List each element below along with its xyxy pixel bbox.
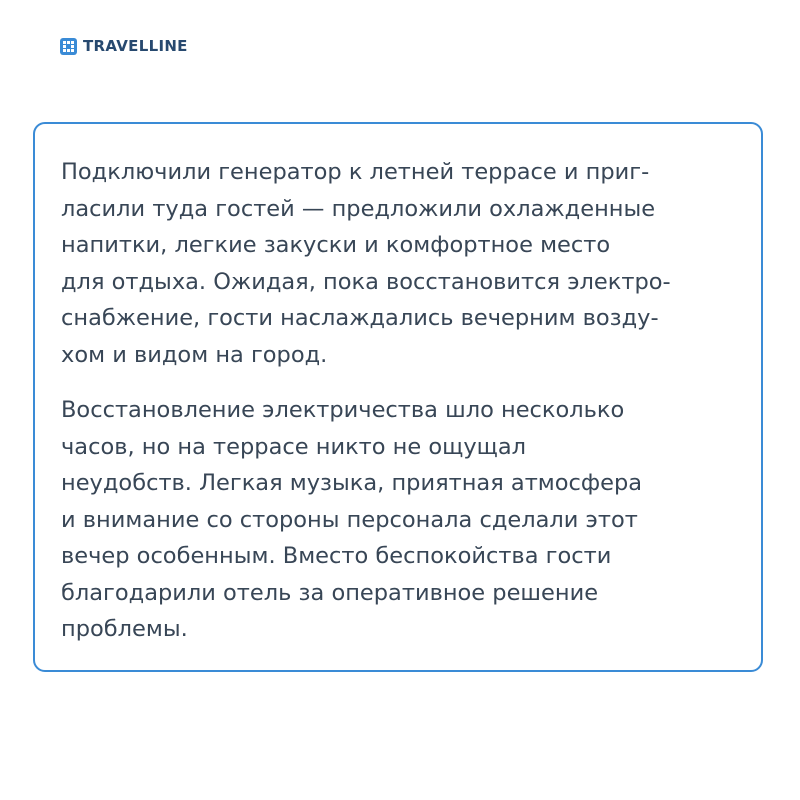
travelline-logo-icon (60, 38, 77, 55)
paragraph-line: часов, но на террасе никто не ощущал (61, 433, 527, 460)
paragraph-line: ласили туда гостей — предложили охлажденные (61, 195, 656, 222)
paragraph-line: и внимание со стороны персонала сделали этот (61, 506, 638, 533)
paragraph-line: напитки, легкие закуски и комфортное место (61, 232, 611, 258)
paragraph-line: проблемы. (61, 616, 188, 642)
paragraph-1 (61, 154, 671, 373)
paragraph-line: Подключили генератор к летней террасе и приг- (61, 159, 650, 185)
paragraph-line: Восстановление электричества шло несколько (61, 397, 625, 423)
paragraph-2 (61, 392, 642, 648)
paragraph-line: снабжение, гости наслаждались вечерним возду- (61, 305, 659, 331)
paragraph-line: вечер особенным. Вместо беспокойства гости (61, 543, 612, 569)
paragraph-line: неудобств. Легкая музыка, приятная атмосфера (61, 470, 643, 496)
story-card (33, 122, 763, 672)
paragraph-line: благодарили отель за оперативное решение (61, 579, 599, 606)
brand-name: TRAVELLINE (83, 37, 188, 55)
brand-logo (60, 36, 188, 56)
paragraph-line: хом и видом на город. (61, 341, 328, 368)
paragraph-line: для отдыха. Ожидая, пока восстановится электро- (61, 268, 671, 295)
